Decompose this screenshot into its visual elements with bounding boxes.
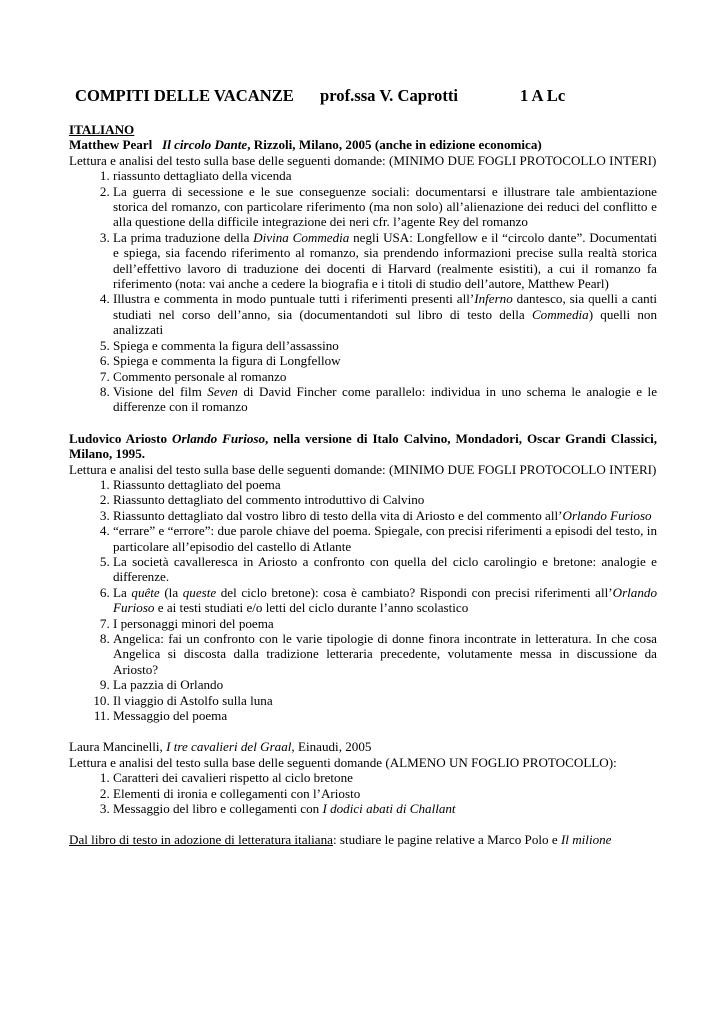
book1-title: Il circolo Dante — [162, 137, 248, 153]
item-text: (la — [159, 584, 183, 600]
document-page — [69, 86, 657, 848]
footer-text: : studiare le pagine relative a Marco Polo e — [332, 832, 561, 848]
book2-intro: Lettura e analisi del testo sulla base delle seguenti domande: (MINIMO DUE FOGLI PROTOCOLLO INTERI) — [69, 461, 657, 477]
title-class: 1 A Lc — [520, 86, 566, 105]
item-text: La — [113, 584, 132, 600]
item-text: del ciclo bretone): cosa è cambiato? Rispondi con precisi riferimenti all’ — [216, 584, 613, 600]
italic-text: Seven — [207, 383, 238, 399]
list-item: 1. Riassunto dettagliato del poema — [113, 477, 657, 492]
list-item: 6. Spiega e commenta la figura di Longfellow — [113, 353, 657, 368]
list-item — [113, 801, 657, 816]
list-item — [113, 291, 657, 337]
list-item: 1. riassunto dettagliato della vicenda — [113, 168, 657, 183]
italic-text: Orlando Furioso — [562, 507, 652, 523]
item-text: Riassunto dettagliato dal vostro libro di testo della vita di Ariosto e del commento all’ — [113, 507, 563, 523]
book2-author: Ludovico Ariosto — [69, 430, 168, 446]
item-text: e ai testi studiati e/o letti del ciclo durante l’anno scolastico — [154, 600, 469, 616]
list-item — [113, 384, 657, 415]
list-item: 7. Commento personale al romanzo — [113, 369, 657, 384]
item-text: di David Fincher come parallelo: individua in uno schema le analogie e le differenze con il romanzo — [113, 383, 658, 415]
title-main: COMPITI DELLE VACANZE — [75, 86, 294, 105]
book1-questions — [69, 168, 657, 415]
italic-text: Commedia — [531, 306, 589, 322]
book1-publisher: , Rizzoli, Milano, 2005 (anche in edizione economica) — [247, 137, 542, 153]
item-text: La prima traduzione della — [113, 229, 254, 245]
title-teacher: prof.ssa V. Caprotti — [320, 86, 458, 105]
list-item: 2. Riassunto dettagliato del commento introduttivo di Calvino — [113, 492, 657, 507]
italic-text: I dodici abati di Challant — [322, 801, 456, 817]
list-item: 5. Spiega e commenta la figura dell’assassino — [113, 338, 657, 353]
book1-intro: Lettura e analisi del testo sulla base delle seguenti domande: (MINIMO DUE FOGLI PROTOCOLLO INTERI) — [69, 152, 657, 168]
list-item: 1. Caratteri dei cavalieri rispetto al ciclo bretone — [113, 770, 657, 785]
list-item — [113, 230, 657, 292]
book3-heading — [69, 739, 657, 754]
italic-text: quête — [131, 584, 160, 600]
item-text: ) quelli non analizzati — [113, 306, 657, 338]
book3-author: Laura Mancinelli, — [69, 739, 167, 755]
list-item — [113, 585, 657, 616]
book3-questions — [69, 770, 657, 816]
italic-text: Orlando Furioso — [113, 584, 657, 616]
item-text: dantesco, sia quelli a canti studiati nel corso dell’anno, sia (documentandoti sul libro di testo della — [113, 291, 657, 322]
footer-book-title: Il milione — [560, 832, 612, 848]
list-item: 4. “errare” e “errore”: due parole chiave del poema. Spiegale, con precisi riferimenti a episodi del testo, in particolare all’episodio del castello di Atlante — [113, 523, 657, 554]
item-text: negli USA: Longfellow e il “circolo dante”. Documentati e spiega, sia facendo riferimento al romanzo, sia prendendo informazioni precise sulla realtà storica dell’effettivo lavoro di traduzione dei docenti di Harvard (realmente esistiti), a cui il romanzo fa riferimento (nota: vai anche a cedere la biografia e i titoli di studio dell’autore, Matthew Pearl) — [113, 229, 657, 292]
item-text: Illustra e commenta in modo puntuale tutti i riferimenti presenti all’ — [113, 291, 475, 307]
list-item: 5. La società cavalleresca in Ariosto a confronto con quella del ciclo carolingio e bretone: analogie e differenze. — [113, 554, 657, 585]
item-text: Messaggio del libro e collegamenti con — [113, 801, 323, 817]
document-title — [75, 86, 657, 106]
footer-note — [69, 832, 657, 847]
list-item: 11. Messaggio del poema — [113, 708, 657, 723]
list-item: 10. Il viaggio di Astolfo sulla luna — [113, 693, 657, 708]
list-item — [113, 508, 657, 523]
book2-heading — [69, 431, 657, 462]
list-item: 2. La guerra di secessione e le sue conseguenze sociali: documentarsi e illustrare tale ambientazione storica del romanzo, con particolare riferimento (ma non solo) all’alienazione dei reduci del conflitto e alla questione della difficile integrazione dei neri cfr. l’agente Rey del romanzo — [113, 184, 657, 230]
book1-author: Matthew Pearl — [69, 137, 153, 153]
section-heading: ITALIANO — [69, 122, 135, 137]
italic-text: queste — [182, 584, 217, 600]
book2-title: Orlando Furioso — [172, 430, 266, 446]
book3-title: I tre cavalieri del Graal — [166, 739, 292, 755]
list-item: 9. La pazzia di Orlando — [113, 677, 657, 692]
book2-publisher: , nella versione di Italo Calvino, Mondadori, Oscar Grandi Classici, Milano, 1995. — [69, 430, 658, 462]
book3-intro: Lettura e analisi del testo sulla base delle seguenti domande (ALMENO UN FOGLIO PROTOCOLLO): — [69, 754, 617, 770]
book3-publisher: , Einaudi, 2005 — [291, 739, 372, 755]
italic-text: Divina Commedia — [253, 229, 350, 245]
list-item: 7. I personaggi minori del poema — [113, 616, 657, 631]
footer-textbook: Dal libro di testo in adozione di letteratura italiana — [69, 832, 333, 848]
list-item: 2. Elementi di ironia e collegamenti con l’Ariosto — [113, 786, 657, 801]
book1-heading — [69, 137, 657, 152]
book2-questions — [69, 477, 657, 724]
list-item: 8. Angelica: fai un confronto con le varie tipologie di donne finora incontrate in letteratura. In che cosa Angelica si discosta dalla tradizione letteraria precedente, volutamente messa in discussione da Ariosto? — [113, 631, 657, 677]
item-text: Visione del film — [113, 383, 208, 399]
italic-text: Inferno — [474, 291, 513, 307]
